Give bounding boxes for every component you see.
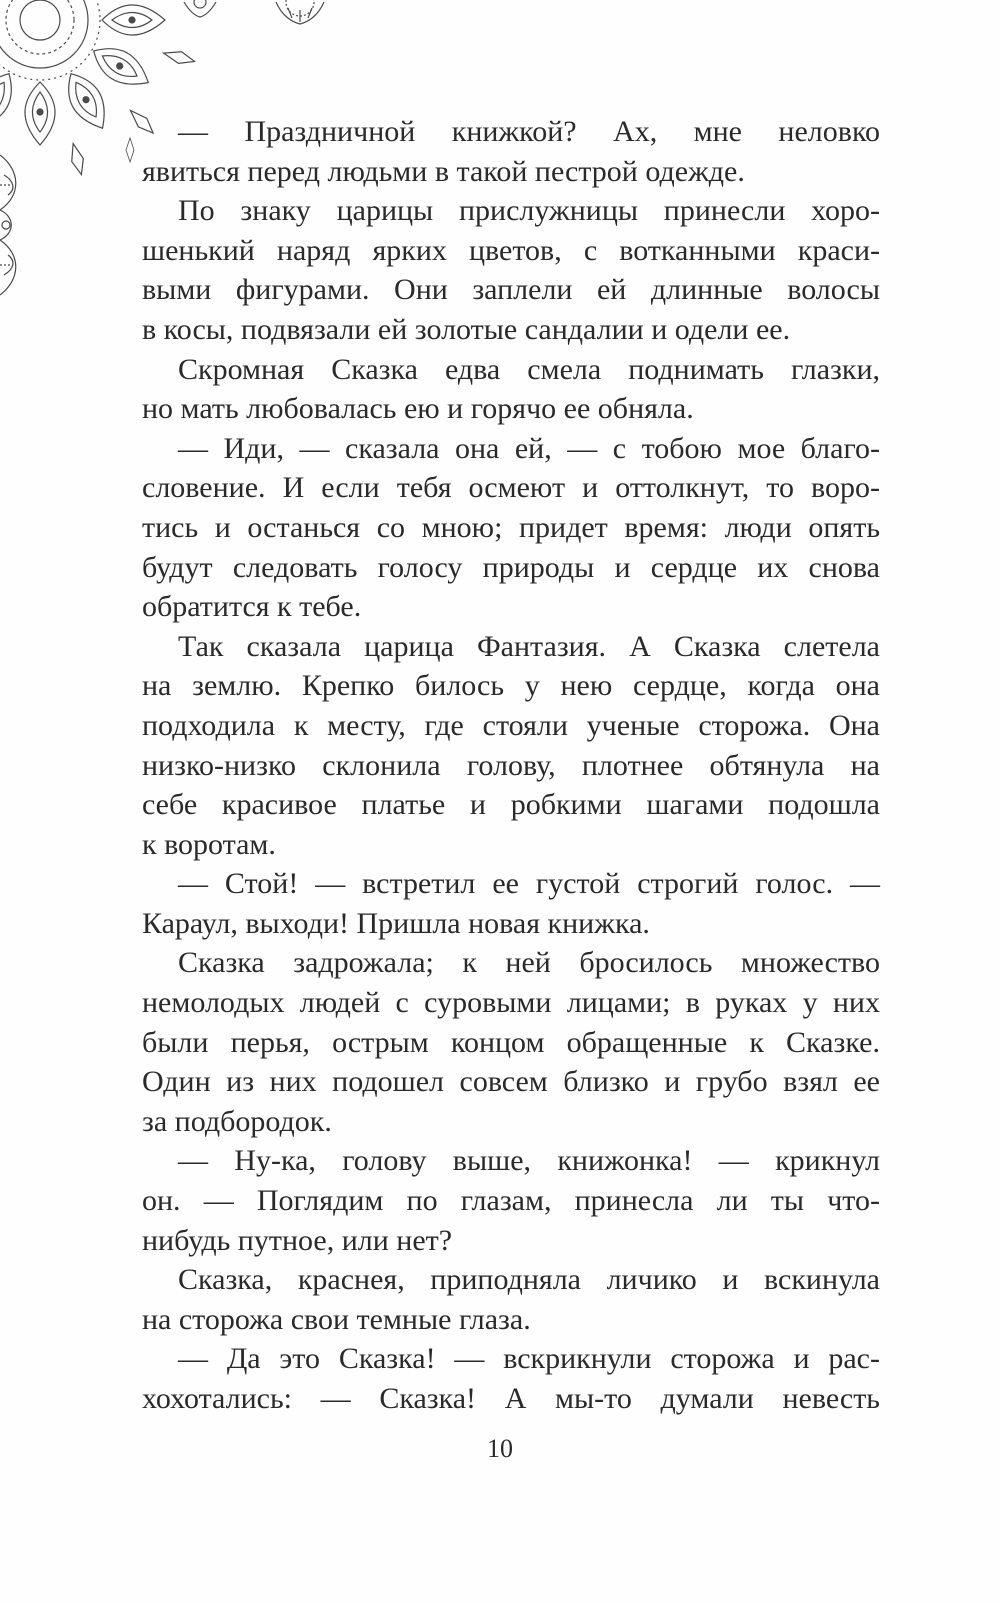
paragraph bbox=[142, 350, 880, 429]
text-line: — Праздничной книжкой? Ах, мне неловко bbox=[178, 115, 880, 148]
text-line: себе красивое платье и робкими шагами подошла bbox=[142, 788, 880, 822]
text-line: Так сказала царица Фантазия. А Сказка слетела bbox=[178, 629, 880, 663]
text-line: но мать любовалась ею и горячо ее обняла. bbox=[142, 392, 694, 426]
text-line: будут следовать голосу природы и сердце их снова bbox=[142, 550, 880, 584]
text-line: явиться перед людьми в такой пестрой одежде. bbox=[142, 154, 745, 188]
text-line: выми фигурами. Они заплели ей длинные волосы bbox=[142, 273, 880, 307]
text-line: — Стой! — встретил ее густой строгий голос. — bbox=[178, 867, 880, 901]
text-line: — Да это Сказка! — вскрикнули сторожа и рас- bbox=[178, 1342, 880, 1376]
paragraph bbox=[142, 112, 880, 191]
text-line: — Ну-ка, голову выше, книжонка! — крикнул bbox=[178, 1144, 880, 1178]
paragraph bbox=[142, 943, 880, 1141]
text-line: Караул, выходи! Пришла новая книжка. bbox=[142, 906, 650, 940]
paragraph bbox=[142, 627, 880, 865]
text-line: словение. И если тебя осмеют и оттолкнут, то воро- bbox=[142, 471, 880, 505]
text-line: По знаку царицы прислужницы принесли хоро- bbox=[178, 194, 880, 228]
paragraph bbox=[142, 1260, 880, 1339]
text-line: тись и останься со мною; придет время: люди опять bbox=[142, 510, 880, 544]
text-line: Сказка задрожала; к ней бросилось множество bbox=[178, 946, 880, 980]
text-line: он. — Поглядим по глазам, принесла ли ты что- bbox=[142, 1184, 880, 1218]
text-line: нибудь путное, или нет? bbox=[142, 1223, 453, 1257]
text-line: Один из них подошел совсем близко и грубо взял ее bbox=[142, 1065, 880, 1099]
text-line: хохотались: — Сказка! А мы-то думали невесть bbox=[142, 1382, 880, 1415]
text-line: Скромная Сказка едва смела поднимать глазки, bbox=[178, 352, 880, 386]
page-number: 10 bbox=[487, 1434, 513, 1463]
text-line: к воротам. bbox=[142, 827, 276, 861]
text-line: — Иди, — сказала она ей, — с тобою мое благо- bbox=[178, 431, 880, 465]
text-line: шенький наряд ярких цветов, с вотканными краси- bbox=[142, 233, 880, 267]
paragraph bbox=[142, 1339, 880, 1418]
body-text bbox=[142, 112, 880, 1419]
text-line: обратится к тебе. bbox=[142, 590, 362, 624]
paragraph bbox=[142, 864, 880, 943]
text-line: на сторожа свои темные глаза. bbox=[142, 1302, 531, 1336]
text-line: низко-низко склонила голову, плотнее обтянула на bbox=[142, 748, 880, 782]
paragraph bbox=[142, 429, 880, 627]
text-line: на землю. Крепко билось у нею сердце, когда она bbox=[142, 669, 880, 703]
text-line: немолодых людей с суровыми лицами; в руках у них bbox=[142, 986, 880, 1020]
text-line: в косы, подвязали ей золотые сандалии и одели ее. bbox=[142, 312, 791, 346]
text-line: Сказка, краснея, приподняла личико и вскинула bbox=[178, 1263, 880, 1297]
text-line: за подбородок. bbox=[142, 1104, 332, 1138]
text-line: подходила к месту, где стояли ученые сторожа. Она bbox=[142, 708, 880, 742]
paragraph bbox=[142, 1141, 880, 1260]
paragraph bbox=[142, 191, 880, 349]
text-line: были перья, острым концом обращенные к Сказке. bbox=[142, 1025, 880, 1059]
